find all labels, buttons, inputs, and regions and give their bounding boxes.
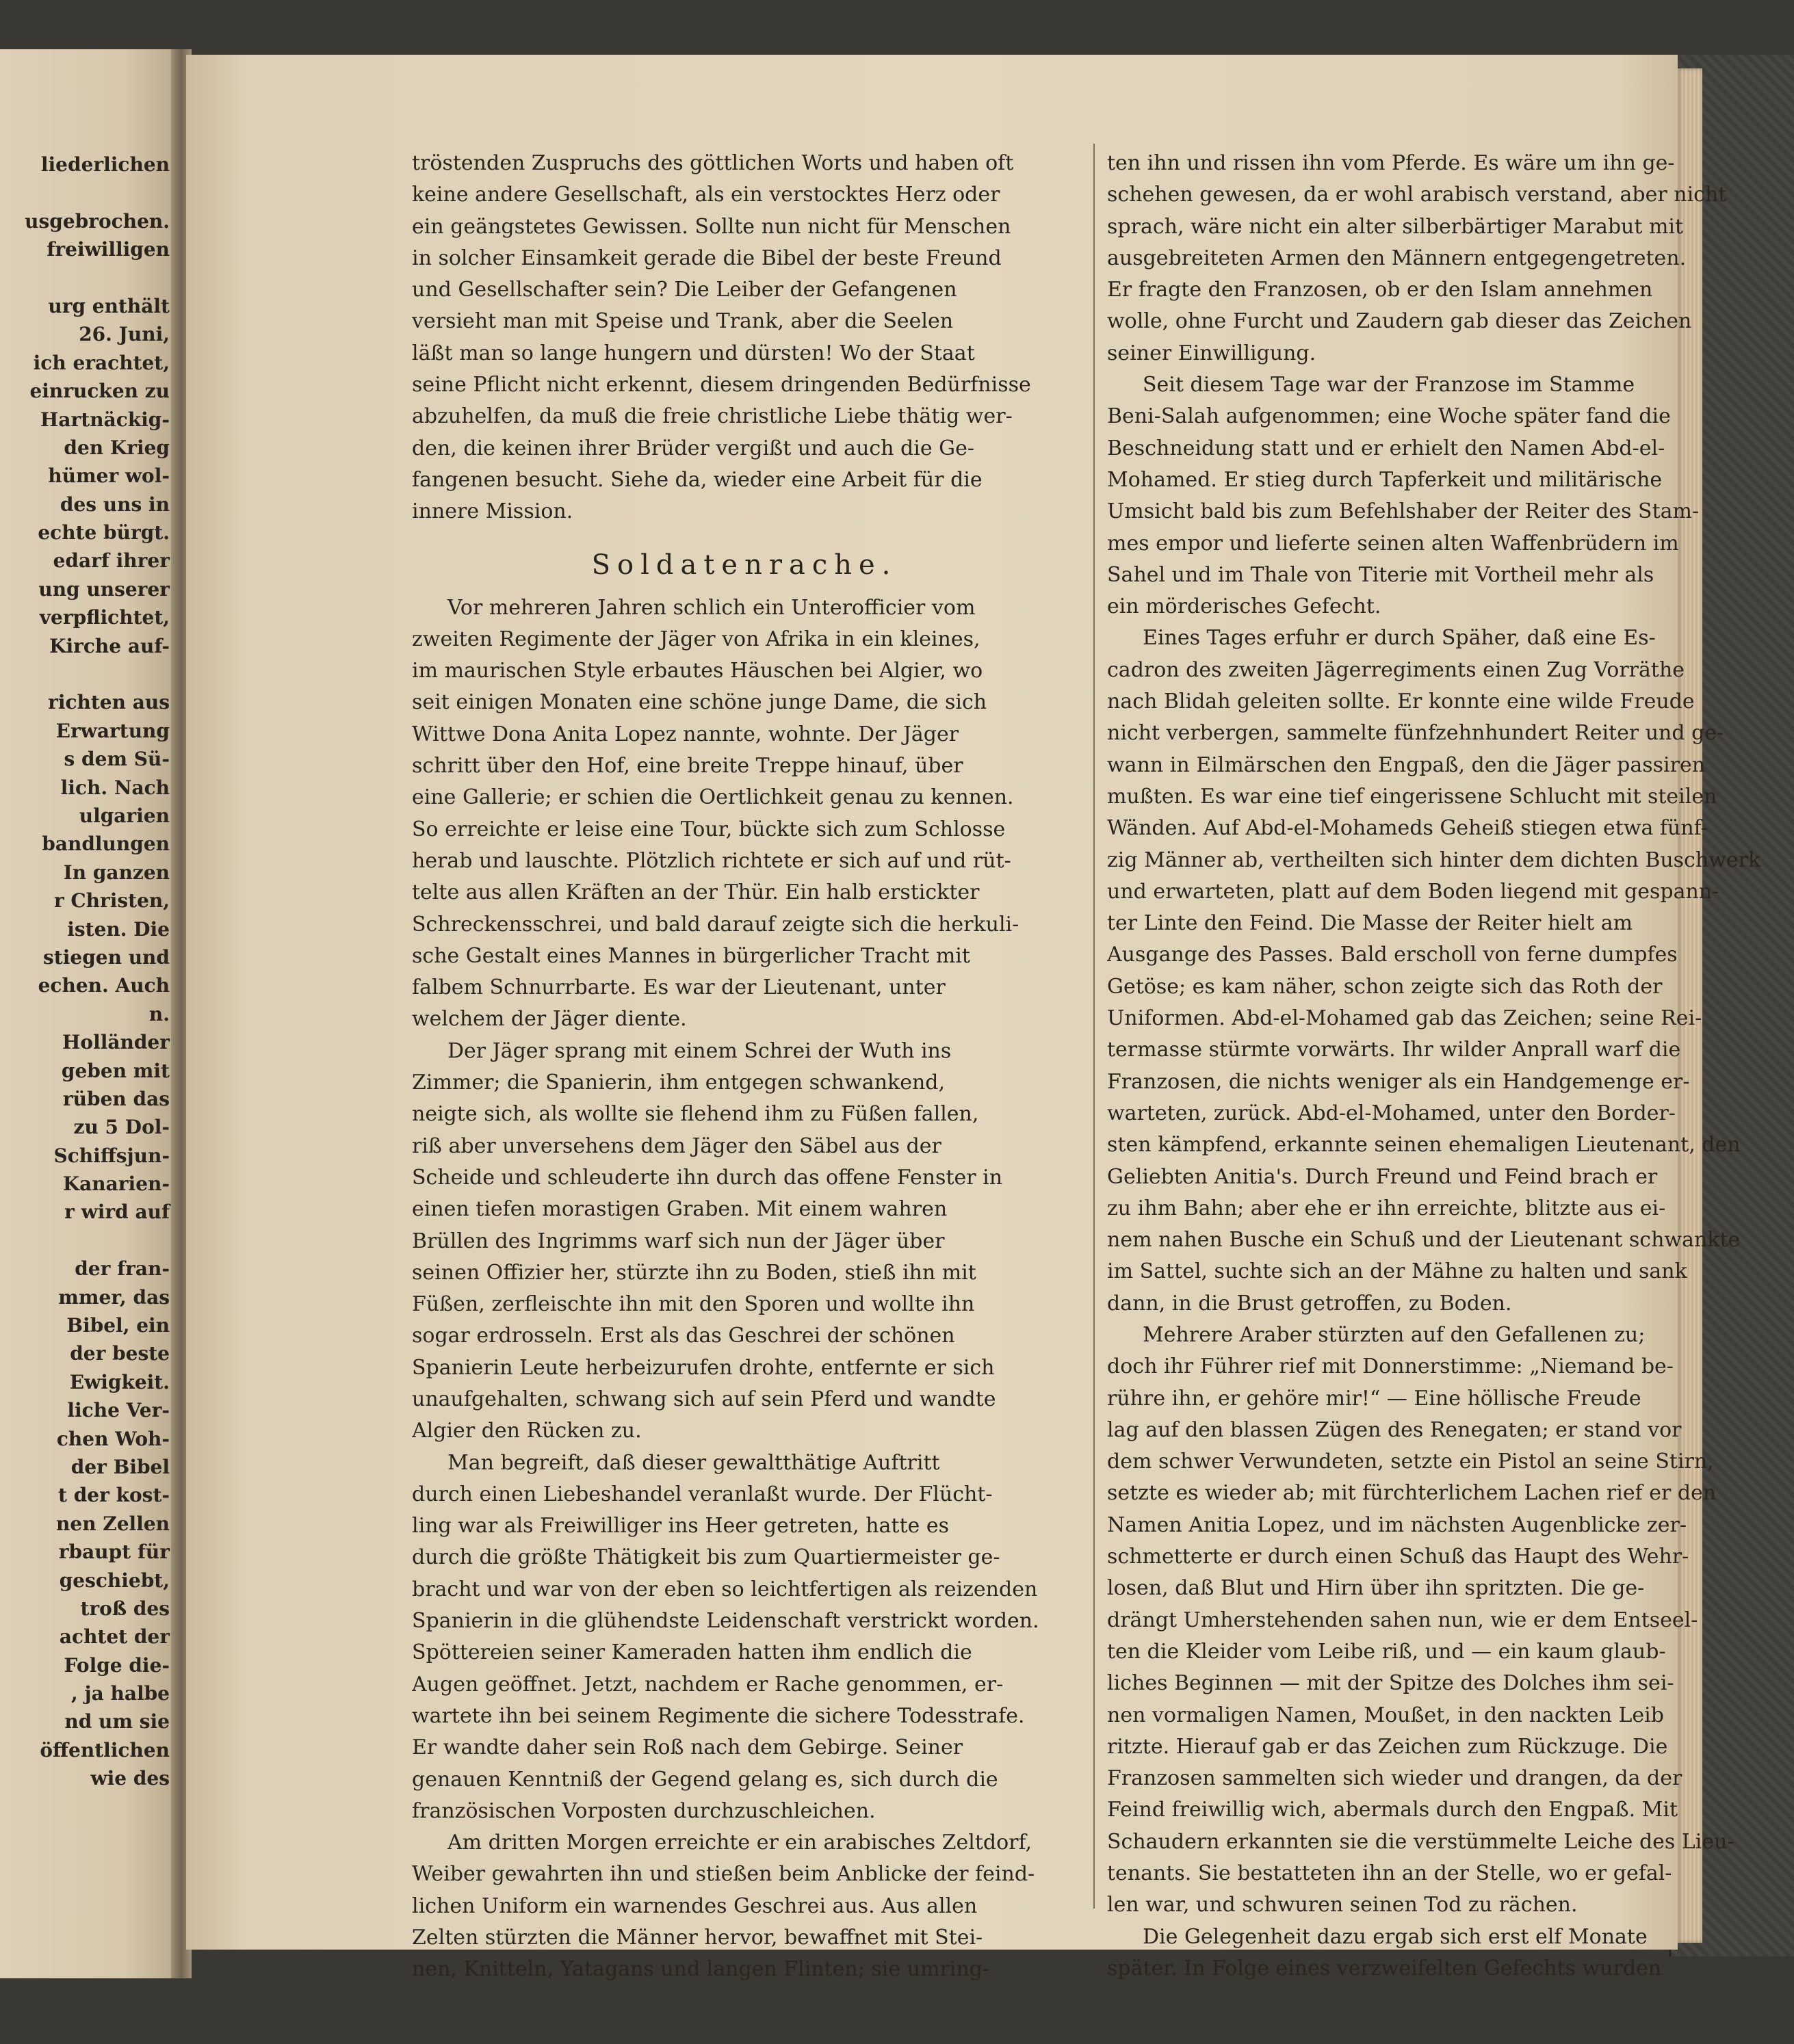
text-line: chen Woh- — [56, 1427, 170, 1450]
text-line: Der Jäger sprang mit einem Schrei der Wuth ins — [447, 1038, 952, 1063]
text-line: durch die größte Thätigkeit bis zum Quartiermeister ge- — [412, 1545, 1000, 1570]
text-line: Augen geöffnet. Jetzt, nachdem er Rache genommen, er- — [412, 1672, 1004, 1696]
text-line: seit einigen Monaten eine schöne junge Dame, die sich — [412, 690, 987, 715]
text-line: freiwilligen — [47, 238, 170, 261]
text-line — [0, 264, 170, 292]
text-line: sprach, wäre nicht ein alter silberbärtiger Marabut mit — [1107, 214, 1684, 239]
text-line: cadron des zweiten Jägerregiments einen Zug Vorräthe — [1107, 657, 1685, 682]
text-line: ritzte. Hierauf gab er das Zeichen zum Rückzuge. Die — [1107, 1734, 1668, 1759]
text-line: zu 5 Dol- — [73, 1116, 170, 1139]
text-line: Kanarien- — [62, 1172, 170, 1196]
intro-paragraph — [412, 148, 1077, 528]
text-line: Am dritten Morgen erreichte er ein arabisches Zeltdorf, — [447, 1831, 1032, 1855]
text-line: des uns in — [60, 493, 170, 516]
text-line: t der kost- — [58, 1484, 170, 1507]
text-line: Feind freiwillig wich, abermals durch den Engpaß. Mit — [1107, 1798, 1678, 1822]
text-line: ten die Kleider vom Leibe riß, und — ein kaum glaub- — [1107, 1639, 1666, 1664]
text-line: Zimmer; die Spanierin, ihm entgegen schwankend, — [412, 1071, 946, 1095]
text-line: termasse stürmte vorwärts. Ihr wilder Anprall warf die — [1107, 1038, 1681, 1062]
text-line: Beni-Salah aufgenommen; eine Woche später fand die — [1107, 404, 1671, 429]
text-line: bandlungen — [42, 833, 170, 856]
text-line: Zelten stürzten die Männer hervor, bewaffnet mit Stei- — [412, 1926, 983, 1950]
text-line: falbem Schnurrbarte. Es war der Lieutenant, unter — [412, 975, 946, 1000]
previous-page — [0, 49, 179, 1978]
text-line: Schaudern erkannten sie die verstümmelte Leiche des Lieu- — [1107, 1829, 1734, 1854]
text-line — [0, 660, 170, 688]
text-line: Er fragte den Franzosen, ob er den Islam annehmen — [1107, 278, 1653, 302]
text-line: isten. Die — [67, 917, 170, 941]
text-line: riß aber unversehens dem Jäger den Säbel aus der — [412, 1134, 941, 1158]
text-line: liches Beginnen — mit der Spitze des Dolches ihm sei- — [1107, 1671, 1674, 1696]
text-line: stiegen und — [43, 945, 170, 969]
text-line: Scheide und schleuderte ihn durch das offene Fenster in — [412, 1165, 1003, 1190]
text-line: , ja halbe — [70, 1682, 170, 1705]
text-line: lag auf den blassen Zügen des Renegaten; er stand vor — [1107, 1417, 1682, 1442]
text-line: So erreichte er leise eine Tour, bückte sich zum Schlosse — [412, 817, 1006, 841]
text-line: welchem der Jäger diente. — [412, 1007, 687, 1032]
text-line: seiner Einwilligung. — [1107, 341, 1316, 365]
text-line: innere Mission. — [412, 499, 573, 524]
text-line: wolle, ohne Furcht und Zaudern gab dieser das Zeichen — [1107, 309, 1692, 334]
text-line: verpflichtet, — [39, 606, 170, 629]
text-line: sogar erdrosseln. Erst als das Geschrei der schönen — [412, 1324, 955, 1348]
text-line: und Gesellschafter sein? Die Leiber der Gefangenen — [412, 278, 957, 302]
text-line: schritt über den Hof, eine breite Treppe hinauf, über — [412, 754, 963, 778]
text-line: seinen Offizier her, stürzte ihn zu Boden, stieß ihn mit — [412, 1260, 976, 1285]
text-line: warteten, zurück. Abd-el-Mohamed, unter den Border- — [1107, 1101, 1676, 1125]
text-line: Brüllen des Ingrimms warf sich nun der Jäger über — [412, 1229, 945, 1253]
text-line: wartete ihn bei seinem Regimente die sichere Todesstrafe. — [412, 1703, 1025, 1728]
text-line: liche Ver- — [67, 1399, 170, 1422]
text-line: keine andere Gesellschaft, als ein verstocktes Herz oder — [412, 183, 1000, 207]
text-line: Umsicht bald bis zum Befehlshaber der Reiter des Stam- — [1107, 499, 1700, 524]
story-continuation — [1107, 148, 1784, 1984]
text-line: zweiten Regimente der Jäger von Afrika in ein kleines, — [412, 627, 980, 651]
text-line: zu ihm Bahn; aber ehe er ihn erreichte, blitzte aus ei- — [1107, 1196, 1666, 1220]
text-line — [0, 179, 170, 207]
text-line: tenants. Sie bestatteten ihn an der Stelle, wo er gefal- — [1107, 1861, 1672, 1886]
text-line: der beste — [70, 1342, 170, 1365]
text-line: Namen Anitia Lopez, und im nächsten Augenblicke zer- — [1107, 1512, 1687, 1537]
text-line: Franzosen, die nichts weniger als ein Handgemenge er- — [1107, 1069, 1690, 1094]
text-line: Spanierin Leute herbeizurufen drohte, entfernte er sich — [412, 1355, 995, 1380]
text-line: ausgebreiteten Armen den Männern entgegengetreten. — [1107, 246, 1687, 270]
text-line: nen vormaligen Namen, Moußet, in den nackten Leib — [1107, 1703, 1664, 1727]
text-line: dem schwer Verwundeten, setzte ein Pistol an seine Stirn, — [1107, 1450, 1714, 1474]
text-line: ich erachtet, — [33, 351, 170, 374]
text-line: sche Gestalt eines Mannes in bürgerlicher Tracht mit — [412, 943, 970, 968]
text-line: Uniformen. Abd-el-Mohamed gab das Zeichen; seine Rei- — [1107, 1006, 1702, 1031]
text-line: Vor mehreren Jahren schlich ein Unterofficier vom — [447, 595, 976, 620]
text-line: urg enthält — [48, 294, 170, 317]
text-line: Ausgange des Passes. Bald erscholl von ferne dumpfes — [1107, 943, 1678, 967]
text-line: wann in Eilmärschen den Engpaß, den die Jäger passiren — [1107, 752, 1706, 777]
text-line: durch einen Liebeshandel veranlaßt wurde. Der Flücht- — [412, 1482, 993, 1506]
text-line: und erwarteten, platt auf dem Boden liegend mit gespann- — [1107, 879, 1719, 904]
text-line: n. — [148, 1002, 170, 1025]
text-line: ling war als Freiwilliger ins Heer getreten, hatte es — [412, 1514, 949, 1538]
text-line: edarf ihrer — [53, 549, 170, 573]
text-line: troß des — [80, 1597, 170, 1620]
text-line: rühre ihn, er gehöre mir!“ — Eine höllische Freude — [1107, 1386, 1641, 1411]
text-line: Seit diesem Tage war der Franzose im Stamme — [1143, 373, 1635, 397]
text-line: achtet der — [59, 1625, 170, 1649]
text-line: len war, und schwuren seinen Tod zu rächen. — [1107, 1893, 1578, 1917]
text-line: Eines Tages erfuhr er durch Späher, daß eine Es- — [1143, 626, 1656, 651]
text-line: Geliebten Anitia's. Durch Freund und Feind brach er — [1107, 1164, 1658, 1189]
text-line: nem nahen Busche ein Schuß und der Lieutenant schwankte — [1107, 1228, 1741, 1253]
text-line: In ganzen — [63, 861, 170, 884]
text-line: später. In Folge eines verzweifelten Gefechts wurden — [1107, 1956, 1662, 1980]
text-line: einrucken zu — [29, 380, 170, 403]
text-line: Franzosen sammelten sich wieder und drangen, da der — [1107, 1766, 1682, 1791]
text-line: läßt man so lange hungern und dürsten! Wo der Staat — [412, 341, 975, 365]
text-line: rüben das — [62, 1087, 170, 1110]
text-line: ein mörderisches Gefecht. — [1107, 594, 1381, 619]
text-line: abzuhelfen, da muß die freie christliche Liebe thätig wer- — [412, 404, 1013, 429]
text-line: wie des — [90, 1767, 170, 1790]
text-line: ein geängstetes Gewissen. Sollte nun nicht für Menschen — [412, 214, 1011, 239]
text-line: versieht man mit Speise und Trank, aber die Seelen — [412, 309, 954, 334]
text-line: Man begreift, daß dieser gewaltthätige Auftritt — [447, 1450, 940, 1475]
text-line: Mehrere Araber stürzten auf den Gefallenen zu; — [1143, 1322, 1646, 1347]
text-line: der fran- — [75, 1257, 170, 1281]
text-line: telte aus allen Kräften an der Thür. Ein halb erstickter — [412, 880, 980, 905]
text-line: 26. Juni, — [79, 323, 170, 346]
text-line: rbaupt für — [58, 1541, 170, 1564]
text-line: nach Blidah geleiten sollte. Er konnte eine wilde Freude — [1107, 690, 1695, 714]
text-line: geschiebt, — [59, 1569, 170, 1592]
text-line: liederlichen — [40, 153, 170, 176]
text-line: einen tiefen morastigen Graben. Mit einem wahren — [412, 1197, 948, 1222]
text-line: Beschneidung statt und er erhielt den Namen Abd-el- — [1107, 436, 1665, 460]
text-line: Bibel, ein — [66, 1314, 170, 1337]
article-heading: Soldatenrache. — [591, 549, 898, 581]
text-line: nicht verbergen, sammelte fünfzehnhundert Reiter und ge- — [1107, 721, 1724, 746]
text-line: Schreckensschrei, und bald darauf zeigte sich die herkuli- — [412, 912, 1019, 936]
text-line: der Bibel — [70, 1455, 170, 1478]
text-line: r wird auf — [64, 1201, 170, 1224]
text-line: den, die keinen ihrer Brüder vergißt und auch die Ge- — [412, 436, 974, 460]
text-line: Die Gelegenheit dazu ergab sich erst elf Monate — [1143, 1924, 1648, 1949]
text-line: Sahel und im Thale von Titerie mit Vortheil mehr als — [1107, 562, 1654, 587]
text-line: losen, daß Blut und Hirn über ihn spritzten. Die ge- — [1107, 1576, 1645, 1601]
previous-page-text — [0, 150, 170, 1793]
text-line: ung unserer — [38, 577, 170, 601]
text-line: schmetterte er durch einen Schuß das Haupt des Wehr- — [1107, 1545, 1689, 1569]
text-line: Hartnäckig- — [40, 408, 170, 431]
text-line: französischen Vorposten durchzuschleichen. — [412, 1798, 876, 1823]
text-line: mußten. Es war eine tief eingerissene Schlucht mit steilen — [1107, 784, 1717, 809]
text-line: eine Gallerie; er schien die Oertlichkeit genau zu kennen. — [412, 785, 1014, 810]
text-line: ter Linte den Feind. Die Masse der Reiter hielt am — [1107, 911, 1633, 936]
text-line: Spanierin in die glühendste Leidenschaft verstrickt worden. — [412, 1609, 1039, 1634]
text-line: ulgarien — [79, 804, 170, 827]
text-line: tröstenden Zuspruchs des göttlichen Worts und haben oft — [412, 151, 1014, 175]
text-line: ten ihn und rissen ihn vom Pferde. Es wäre um ihn ge- — [1107, 151, 1675, 175]
text-line: öffentlichen — [40, 1738, 170, 1761]
text-line: zig Männer ab, vertheilten sich hinter dem dichten Buschwerk — [1107, 848, 1761, 872]
text-line: mes empor und lieferte seinen alten Waffenbrüdern im — [1107, 531, 1679, 555]
text-line: geben mit — [61, 1059, 170, 1082]
column-right — [1107, 148, 1784, 1984]
text-line: Folge die- — [64, 1653, 170, 1677]
text-line: Mohamed. Er stieg durch Tapferkeit und militärische — [1107, 467, 1663, 492]
text-line: lich. Nach — [60, 776, 170, 799]
text-line: lichen Uniform ein warnendes Geschrei aus. Aus allen — [412, 1894, 978, 1918]
text-line: schehen gewesen, da er wohl arabisch verstand, aber nicht — [1107, 183, 1727, 207]
text-line: neigte sich, als wollte sie flehend ihm zu Füßen fallen, — [412, 1102, 979, 1127]
text-line: Weiber gewahrten ihn und stießen beim Anblicke der feind- — [412, 1862, 1035, 1887]
text-line: Wänden. Auf Abd-el-Mohameds Geheiß stiegen etwa fünf- — [1107, 816, 1708, 841]
text-line: Erwartung — [55, 719, 170, 742]
text-line: hümer wol- — [48, 464, 170, 488]
column-divider — [1093, 144, 1095, 1909]
text-line: Wittwe Dona Anita Lopez nannte, wohnte. Der Jäger — [412, 722, 959, 746]
text-line: richten aus — [48, 691, 170, 714]
text-line: den Krieg — [64, 436, 170, 459]
text-line: Kirche auf- — [49, 634, 170, 657]
text-line: Ewigkeit. — [69, 1370, 170, 1393]
text-line: Holländer — [62, 1031, 170, 1054]
text-line: echte bürgt. — [38, 521, 170, 545]
text-line: genauen Kenntniß der Gegend gelang es, sich durch die — [412, 1767, 998, 1792]
text-line: Getöse; es kam näher, schon zeigte sich das Roth der — [1107, 974, 1663, 999]
text-line: Schiffsjun- — [53, 1144, 170, 1167]
text-line: r Christen, — [53, 889, 170, 913]
text-line: mmer, das — [58, 1285, 170, 1309]
story-text — [412, 592, 1077, 1986]
text-line: Algier den Rücken zu. — [412, 1419, 642, 1443]
text-line: Füßen, zerfleischte ihn mit den Sporen und wollte ihn — [412, 1292, 975, 1317]
text-line: doch ihr Führer rief mit Donnerstimme: „Niemand be- — [1107, 1354, 1674, 1379]
column-left — [412, 148, 1077, 1986]
text-line: nd um sie — [64, 1710, 170, 1733]
text-line: Spöttereien seiner Kameraden hatten ihm endlich die — [412, 1640, 972, 1665]
text-line: fangenen besucht. Siehe da, wieder eine Arbeit für die — [412, 467, 983, 492]
text-line: herab und lauschte. Plötzlich richtete er sich auf und rüt- — [412, 848, 1011, 873]
text-line: im Sattel, suchte sich an der Mähne zu halten und sank — [1107, 1259, 1687, 1284]
text-line: unaufgehalten, schwang sich auf sein Pferd und wandte — [412, 1387, 996, 1411]
text-line: s dem Sü- — [64, 748, 170, 771]
text-line: seine Pflicht nicht erkennt, diesem dringenden Bedürfnisse — [412, 373, 1031, 397]
newspaper-page — [186, 55, 1761, 1982]
text-line: setzte es wieder ab; mit fürchterlichem Lachen rief er den — [1107, 1481, 1717, 1506]
text-line: dann, in die Brust getroffen, zu Boden. — [1107, 1291, 1512, 1315]
text-line: im maurischen Style erbautes Häuschen bei Algier, wo — [412, 659, 983, 683]
text-line: echen. Auch — [38, 974, 170, 997]
text-line: usgebrochen. — [25, 209, 170, 233]
text-line: nen Zellen — [56, 1512, 170, 1535]
text-line: drängt Umherstehenden sahen nun, wie er dem Entseel- — [1107, 1608, 1698, 1632]
text-line: sten kämpfend, erkannte seinen ehemaligen Lieutenant, den — [1107, 1133, 1741, 1157]
text-line: Er wandte daher sein Roß nach dem Gebirge. Seiner — [412, 1735, 963, 1760]
text-line: nen, Knitteln, Yatagans und langen Flinten; sie umring- — [412, 1957, 990, 1982]
text-line: bracht und war von der eben so leichtfertigen als reizenden — [412, 1577, 1038, 1601]
text-line — [0, 1227, 170, 1255]
text-line: in solcher Einsamkeit gerade die Bibel der beste Freund — [412, 246, 1002, 270]
